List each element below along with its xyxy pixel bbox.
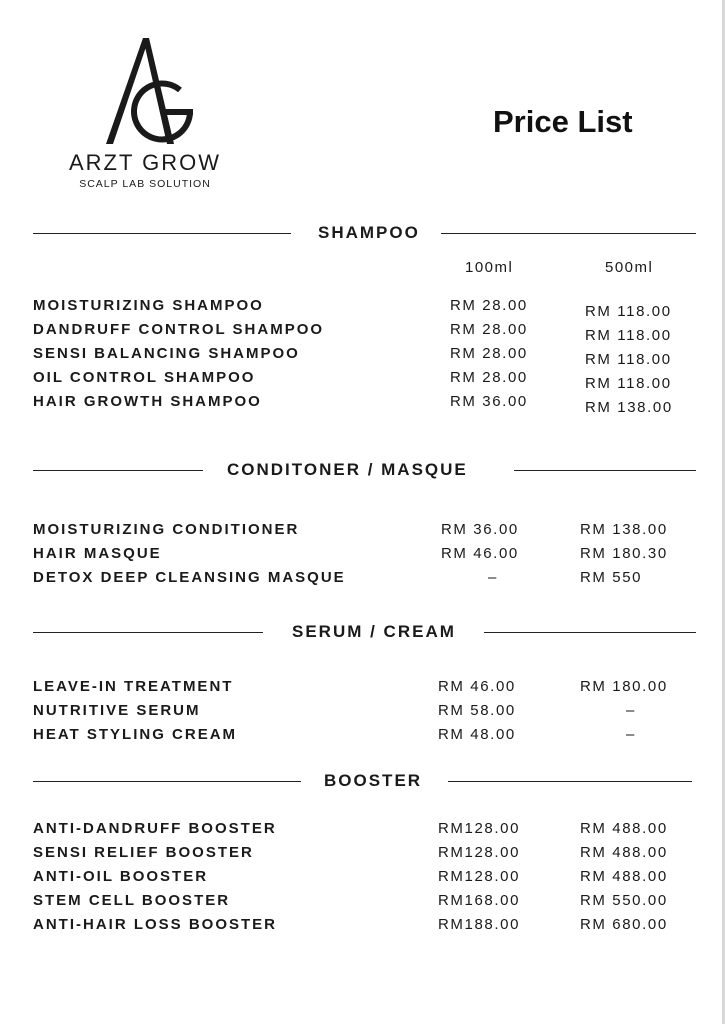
product-name: SENSI BALANCING SHAMPOO: [33, 345, 300, 362]
price-100ml: RM 48.00: [438, 726, 516, 743]
section-header-booster: [0, 771, 725, 791]
divider-line: [448, 781, 692, 782]
price-500ml: RM 118.00: [585, 375, 672, 392]
price-100ml: RM 28.00: [450, 369, 528, 386]
price-500ml: –: [626, 702, 636, 719]
product-name: MOISTURIZING SHAMPOO: [33, 297, 264, 314]
price-100ml: RM 28.00: [450, 321, 528, 338]
brand-tagline: SCALP LAB SOLUTION: [79, 178, 211, 190]
product-name: SENSI RELIEF BOOSTER: [33, 844, 254, 861]
table-row: [0, 569, 725, 589]
section-header-conditioner: [0, 460, 725, 480]
section-header-shampoo: [0, 223, 725, 243]
table-row: [0, 678, 725, 698]
price-500ml: RM 488.00: [580, 844, 668, 861]
price-100ml: RM188.00: [438, 916, 521, 933]
table-row: [0, 321, 725, 344]
table-row: [0, 702, 725, 722]
divider-line: [514, 470, 696, 471]
page-title: Price List: [493, 104, 633, 139]
product-name: STEM CELL BOOSTER: [33, 892, 231, 909]
price-100ml: RM128.00: [438, 868, 521, 885]
product-name: ANTI-OIL BOOSTER: [33, 868, 209, 885]
price-100ml: RM 28.00: [450, 345, 528, 362]
table-row: [0, 916, 725, 936]
price-500ml: –: [626, 726, 636, 743]
table-row: [0, 820, 725, 840]
price-100ml: RM128.00: [438, 844, 521, 861]
table-row: [0, 726, 725, 746]
product-name: DETOX DEEP CLEANSING MASQUE: [33, 569, 346, 586]
divider-line: [33, 470, 203, 471]
price-100ml: RM128.00: [438, 820, 521, 837]
table-row: [0, 892, 725, 912]
product-name: ANTI-DANDRUFF BOOSTER: [33, 820, 277, 837]
price-100ml: RM 36.00: [441, 521, 519, 538]
price-100ml: RM 58.00: [438, 702, 516, 719]
price-100ml: RM168.00: [438, 892, 521, 909]
price-100ml: RM 46.00: [441, 545, 519, 562]
divider-line: [33, 781, 301, 782]
section-label: SERUM / CREAM: [292, 622, 456, 641]
product-name: MOISTURIZING CONDITIONER: [33, 521, 300, 538]
price-100ml: RM 28.00: [450, 297, 528, 314]
section-label: BOOSTER: [324, 771, 423, 790]
price-500ml: RM 488.00: [580, 820, 668, 837]
price-500ml: RM 180.00: [580, 678, 668, 695]
table-row: [0, 844, 725, 864]
table-row: [0, 393, 725, 416]
brand-logo: [60, 36, 230, 196]
price-100ml: RM 46.00: [438, 678, 516, 695]
section-label: SHAMPOO: [318, 223, 420, 242]
price-500ml: RM 680.00: [580, 916, 668, 933]
price-500ml: RM 138.00: [585, 399, 673, 416]
product-name: HAIR GROWTH SHAMPOO: [33, 393, 262, 410]
product-name: NUTRITIVE SERUM: [33, 702, 201, 719]
divider-line: [33, 632, 263, 633]
product-name: OIL CONTROL SHAMPOO: [33, 369, 256, 386]
table-row: [0, 345, 725, 368]
product-name: DANDRUFF CONTROL SHAMPOO: [33, 321, 325, 338]
price-500ml: RM 180.30: [580, 545, 668, 562]
price-100ml: –: [488, 569, 498, 586]
divider-line: [441, 233, 696, 234]
price-500ml: RM 118.00: [585, 327, 672, 344]
table-row: [0, 297, 725, 320]
column-header-100ml: 100ml: [465, 259, 514, 276]
price-500ml: RM 118.00: [585, 303, 672, 320]
divider-line: [484, 632, 696, 633]
table-row: [0, 868, 725, 888]
product-name: HEAT STYLING CREAM: [33, 726, 238, 743]
column-header-500ml: 500ml: [605, 259, 654, 276]
brand-name: ARZT GROW: [68, 150, 222, 175]
divider-line: [33, 233, 291, 234]
section-header-serum: [0, 622, 725, 642]
product-name: ANTI-HAIR LOSS BOOSTER: [33, 916, 278, 933]
product-name: LEAVE-IN TREATMENT: [33, 678, 234, 695]
table-row: [0, 521, 725, 541]
ag-monogram-icon: [98, 36, 198, 146]
table-row: [0, 369, 725, 392]
section-label: CONDITONER / MASQUE: [227, 460, 468, 479]
price-500ml: RM 118.00: [585, 351, 672, 368]
price-100ml: RM 36.00: [450, 393, 528, 410]
price-500ml: RM 138.00: [580, 521, 668, 538]
table-row: [0, 545, 725, 565]
price-500ml: RM 550: [580, 569, 643, 586]
product-name: HAIR MASQUE: [33, 545, 162, 562]
price-500ml: RM 550.00: [580, 892, 668, 909]
price-500ml: RM 488.00: [580, 868, 668, 885]
